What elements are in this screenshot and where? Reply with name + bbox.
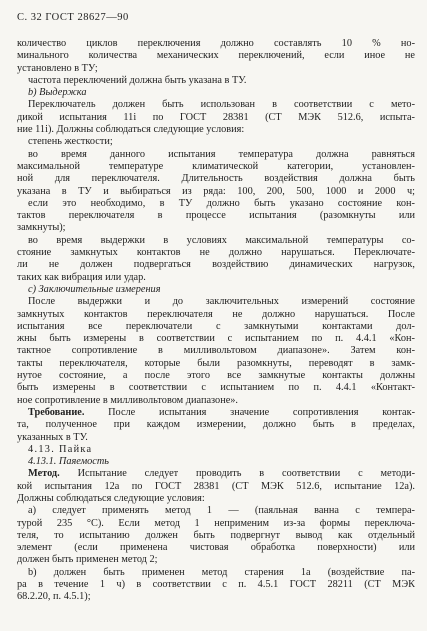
text-line: установлено в ТУ; — [17, 62, 98, 74]
text-line: Должны соблюдаться следующие условия: — [17, 492, 205, 504]
requirement-line: Требование. После испытания значение сопротивления контак- — [28, 406, 415, 418]
text-line: таких как вибрация или удар. — [17, 271, 146, 283]
subsection-heading: 4.13.1. Паяемость — [28, 456, 109, 468]
lead-word: Требование. — [28, 406, 85, 418]
text-line: если это необходимо, в ТУ должно быть указано состояние кон- — [28, 197, 415, 209]
text-line: степень жесткости; — [28, 136, 113, 148]
text-line: b) должен быть применен метод старения 1а (воздействие па- — [28, 566, 415, 578]
text-line: ли не должен подвергаться воздействию динамических нагрузок, — [17, 259, 415, 271]
section-heading: 4.13. Пайка — [28, 443, 93, 455]
text-line: та, полученное при каждом измерении, должно быть в пределах, — [17, 419, 415, 431]
text-line: а) следует применять метод 1 — (паяльная ванна с темпера- — [28, 505, 415, 517]
text-line: теля, то испытанию должен быть подвергнут вывод как отдельный — [17, 529, 415, 541]
text-line: быть измерены в соответствии с испытанием по п. 4.4.1 «Контакт- — [17, 382, 415, 394]
text-line: тактное сопротивление в милливольтовом диапазоне». Затем кон- — [17, 345, 415, 357]
page-header: С. 32 ГОСТ 28627—90 — [17, 12, 129, 23]
text-line: жны быть измерены в соответствии с испытанием по п. 4.4.1 «Кон- — [17, 333, 415, 345]
lead-word: Метод. — [28, 468, 60, 480]
text-line: замкнуты); — [17, 222, 66, 234]
text-line: нутое состояние, а после этого все замкнутые контакты должны — [17, 370, 415, 382]
text-line: тактов переключателя в процессе испытания (разомкнуты или — [17, 210, 415, 222]
section-heading: b) Выдержка — [28, 87, 87, 99]
text-line: кой испытания 12а по ГОСТ 28381 (СТ МЭК 512.6, испытание 12а). — [17, 480, 415, 492]
text-line: замкнутых контактов переключателя не должно нарушаться. После — [17, 308, 415, 320]
text-line: Переключатель должен быть использован в соответствии с мето- — [28, 99, 415, 111]
text-line: во время данного испытания температура должна равняться — [28, 148, 415, 160]
text-line: указанных в ТУ. — [17, 431, 88, 443]
text-line: стояние замкнутых контактов не должно нарушаться. Переключате- — [17, 247, 415, 259]
text-line: ной для переключателя. Длительность воздействия должна быть — [17, 173, 415, 185]
text-line: ние 11i). Должны соблюдаться следующие условия: — [17, 124, 245, 136]
text-line: ное сопротивление в милливольтовом диапазоне». — [17, 394, 238, 406]
section-heading: c) Заключительные измерения — [28, 283, 161, 295]
text-line: 68.2.20, п. 4.5.1); — [17, 591, 91, 603]
text-line: Метод. Испытание следует проводить в соответствии с методи- — [28, 468, 415, 480]
text-line: После выдержки и до заключительных измерений состояние — [28, 296, 415, 308]
text-line: дикой испытания 11i по ГОСТ 28381 (СТ МЭК 512.6, испыта- — [17, 111, 415, 123]
text-line: максимальной температуре климатической категории, установлен- — [17, 160, 415, 172]
text-line: должен быть применен метод 2; — [17, 554, 158, 566]
text-line: указана в ТУ и выбираться из ряда: 100, 200, 500, 1000 и 2000 ч; — [17, 185, 415, 197]
text-line: турой 235 °С). Если метод 1 неприменим из-за формы переключа- — [17, 517, 415, 529]
text-line: количество циклов переключения должно составлять 10 % но- — [17, 38, 415, 49]
text-line: во время выдержки в условиях максимальной температуры со- — [28, 234, 415, 246]
text-line: ра в течение 1 ч) в соответствии с п. 4.5.1 ГОСТ 28211 (СТ МЭК — [17, 579, 415, 591]
text-line: испытания все переключатели с замкнутыми контактами дол- — [17, 320, 415, 332]
text-line: минального количества механических переключений, если иное не — [17, 50, 415, 62]
text-line: элемент (если применена чистовая обработка поверхности) или — [17, 542, 415, 554]
text-line: частота переключений должна быть указана в ТУ. — [28, 74, 247, 86]
text-line: такты переключателя, которые были разомкнуты, переводят в замк- — [17, 357, 415, 369]
